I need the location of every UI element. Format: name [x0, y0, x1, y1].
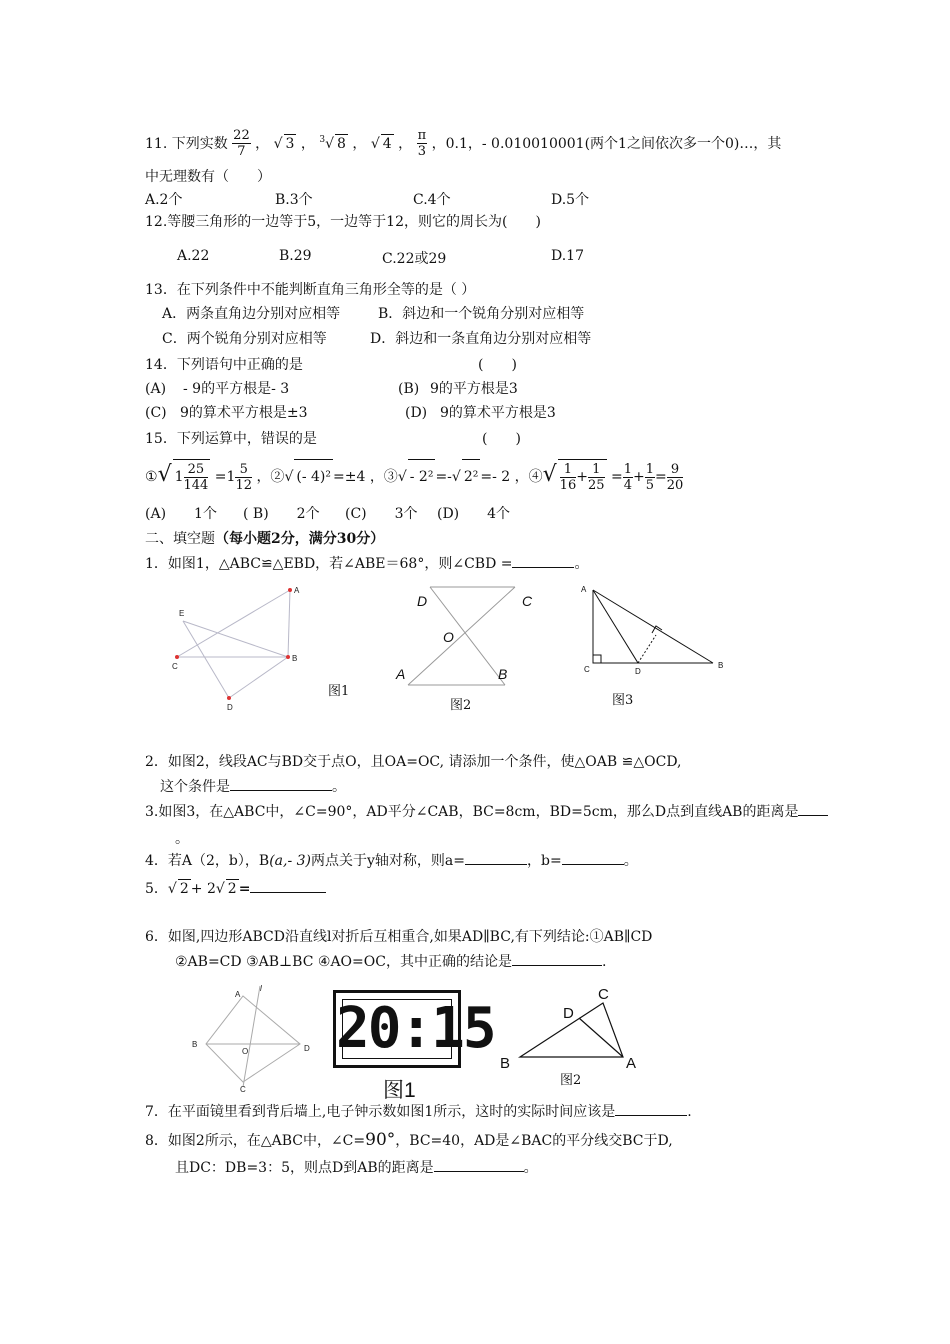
label-c: C [598, 986, 609, 1003]
f2-line2 [160, 778, 346, 796]
answer-blank[interactable] [512, 965, 602, 966]
label-b: B [292, 654, 298, 663]
f4-text [145, 852, 638, 870]
radicand [173, 459, 211, 494]
fraction [235, 462, 252, 493]
equals: = [610, 469, 623, 485]
q11-rest: ，0.1，- 0.010010001(两个1之间依次多一个0)…，其 [431, 135, 782, 152]
q11-option-a: A.2个 [145, 192, 183, 208]
root-index: 3 [319, 134, 326, 145]
label-a: A [626, 1055, 637, 1072]
line-ed [183, 621, 229, 698]
figure-2 [390, 582, 550, 692]
figure-rhombus [188, 982, 318, 1094]
q11-option-b: B.3个 [275, 192, 313, 208]
q15-answer-b: ( B) 2个 [243, 506, 320, 522]
expr-mark: ，③ [369, 469, 398, 485]
point-b [286, 655, 290, 659]
equals: = [654, 469, 667, 485]
q14-option-b-label: (B) [398, 381, 420, 397]
cube-root-symbol [325, 135, 334, 153]
f8-end: 。 [523, 1160, 538, 1176]
f6-end: . [601, 954, 607, 970]
mixed-whole: 1 [174, 469, 184, 485]
f4-part2: 两点关于y轴对称，则a= [311, 853, 465, 869]
separator: ， [300, 135, 315, 152]
section-scoring: （每小题2分，满分30分） [215, 531, 385, 547]
line-db [229, 657, 288, 698]
label-b: B [192, 1040, 198, 1049]
result: =- 2 [480, 469, 511, 485]
f4-part3: ，b= [527, 853, 562, 869]
separator: ， [352, 135, 367, 152]
q11-option-c: C.4个 [413, 192, 451, 208]
figure-3 [578, 580, 728, 675]
q14-option-c-label: (C) [145, 405, 167, 421]
frac-den: 12 [235, 477, 252, 493]
label-a: A [396, 666, 406, 682]
label-d: D [304, 1044, 310, 1053]
clock-caption: 图1 [383, 1079, 416, 1102]
expr-mark: ，④ [514, 469, 543, 485]
q12-option-d: D.17 [551, 248, 584, 264]
q15-answer-c: (C) 3个 [345, 506, 418, 522]
line-ac [177, 590, 290, 657]
fraction [645, 462, 655, 493]
label-d: D [635, 667, 641, 675]
radicand: 2 [179, 881, 189, 897]
answer-blank-a[interactable] [465, 864, 527, 865]
frac-num: π [417, 128, 427, 143]
q13-option-a: A．两条直角边分别对应相等 [162, 306, 341, 322]
f3-question: 3.如图3，在△ABC中，∠C=90°，AD平分∠CAB，BC=8cm，BD=5cm，那么D点到直线AB的距离是 [145, 804, 799, 820]
label-d: D [563, 1005, 574, 1022]
f7-text [145, 1103, 692, 1121]
q15-answer-a: (A) 1个 [145, 506, 217, 522]
q14-option-d-text: 9的算术平方根是3 [440, 405, 556, 421]
radicand: (- 4)² [294, 459, 333, 494]
q13-option-b: B．斜边和一个锐角分别对应相等 [378, 306, 585, 322]
sqrt-symbol [158, 458, 172, 492]
line-db [430, 587, 508, 685]
answer-blank[interactable] [434, 1171, 524, 1172]
frac-num: 1 [560, 462, 577, 478]
q14-option-c-text: 9的算术平方根是±3 [180, 405, 308, 421]
frac-den: 20 [666, 477, 684, 493]
f8-question: 且DC：DB=3：5，则点D到AB的距离是 [175, 1160, 434, 1176]
radicand: 2 [227, 881, 237, 897]
equals: =1 [214, 469, 236, 485]
f4-end: 。 [623, 853, 638, 869]
answer-blank-b[interactable] [562, 864, 624, 865]
f5-text [145, 879, 326, 898]
label-a: A [235, 990, 241, 999]
answer-blank[interactable] [615, 1115, 687, 1116]
f1-question: 1．如图1，△ABC≌△EBD，若∠ABE＝68°，则∠CBD = [145, 556, 513, 572]
label-a: A [294, 586, 300, 595]
f2-question: 这个条件是 [160, 779, 230, 795]
fraction-pi-3 [417, 128, 428, 159]
frac-num: 9 [667, 462, 684, 478]
line-perpendicular [638, 635, 656, 663]
frac-num: 1 [588, 462, 605, 478]
clock-display: 20:15 [336, 996, 495, 1061]
f3-line1 [145, 803, 828, 821]
line-eb [183, 621, 288, 657]
sqrt-symbol [398, 460, 407, 494]
sqrt-symbol [452, 460, 461, 494]
plus: + [632, 469, 645, 485]
label-b: B [500, 1055, 511, 1072]
section-2-heading [145, 530, 384, 548]
sqrt-symbol [543, 458, 557, 492]
q14-paren: ( ) [478, 357, 517, 373]
f5-mid: + 2 [190, 881, 216, 897]
digital-clock [333, 990, 495, 1068]
answer-blank[interactable] [798, 815, 828, 816]
label-e: E [179, 609, 185, 618]
radicand: - 2² [408, 459, 436, 494]
q14-option-a-label: (A) [145, 381, 167, 397]
figure-1 [165, 578, 315, 713]
q13-option-c: C．两个锐角分别对应相等 [162, 331, 327, 347]
q14-option-a-text: - 9的平方根是- 3 [183, 381, 290, 397]
frac-den: 7 [237, 144, 246, 159]
label-o: O [443, 629, 454, 645]
q13-option-d: D．斜边和一条直角边分别对应相等 [370, 331, 592, 347]
fraction [560, 462, 577, 493]
figure-2-caption: 图2 [450, 698, 472, 713]
fraction [184, 462, 209, 493]
answer-blank[interactable] [250, 892, 326, 893]
label-c: C [584, 665, 590, 674]
label-c: C [172, 662, 178, 671]
q14-option-b-text: 9的平方根是3 [430, 381, 518, 397]
expr-mark: ① [145, 469, 158, 485]
result: =±4 [332, 469, 366, 485]
sqrt-symbol [284, 460, 293, 494]
frac-num: 1 [623, 461, 632, 477]
q12-option-b: B.29 [279, 248, 312, 264]
q12-option-a: A.22 [177, 248, 210, 264]
label-d: D [417, 593, 428, 609]
equals: =- [435, 469, 452, 485]
sqrt-symbol [168, 880, 177, 898]
f6-line1: 6．如图,四边形ABCD沿直线l对折后互相重合,如果AD∥BC,有下列结论:①AB∥CD [145, 929, 653, 945]
line-ab [593, 590, 713, 663]
f1-text [145, 555, 588, 573]
fraction [623, 462, 633, 493]
f3-line2: 。 [175, 831, 189, 847]
line-ab [288, 590, 290, 657]
f6-question: ②AB=CD ③AB⊥BC ④AO=OC，其中正确的结论是 [175, 954, 512, 970]
q14-option-d-label: (D) [405, 405, 428, 421]
right-angle-mark [593, 655, 601, 663]
frac-den: 25 [587, 477, 605, 493]
fraction [667, 462, 684, 493]
f7-question: 7．在平面镜里看到背后墙上,电子钟示数如图1所示，这时的实际时间应该是 [145, 1104, 616, 1120]
frac-den: 5 [645, 477, 654, 493]
frac-num: 25 [184, 462, 209, 478]
equals: = [238, 881, 251, 897]
label-b: B [718, 661, 724, 670]
answer-blank[interactable] [512, 567, 574, 568]
q13-text: 13．在下列条件中不能判断直角三角形全等的是（ ） [145, 282, 476, 298]
f6-line2 [175, 953, 606, 971]
q11-line1 [145, 128, 781, 159]
f1-end: 。 [574, 556, 589, 572]
f2-line1: 2．如图2，线段AC与BD交于点O，且OA=OC, 请添加一个条件，使△OAB ≌△OCD, [145, 754, 682, 770]
f5-label: 5． [145, 881, 168, 897]
quadrilateral-abcd [206, 996, 300, 1082]
label-d: D [227, 703, 233, 712]
f2-end: 。 [332, 779, 346, 795]
f8-part1: 8．如图2所示，在△ABC中，∠C= [145, 1133, 366, 1149]
line-ad [593, 590, 638, 663]
frac-num: 1 [645, 461, 654, 477]
label-l: l [260, 984, 262, 993]
answer-blank[interactable] [230, 790, 332, 791]
sqrt-symbol [371, 135, 380, 153]
separator: ， [255, 135, 270, 152]
frac-num: 22 [233, 128, 250, 143]
frac-num: 5 [235, 462, 252, 478]
q14-text: 14．下列语句中正确的是 [145, 357, 303, 373]
frac-den: 4 [623, 477, 632, 493]
frac-den: 16 [559, 477, 577, 493]
q15-expressions [145, 458, 683, 494]
f8-degree: 90° [365, 1130, 396, 1150]
radicand: 4 [382, 135, 392, 152]
f8-line2 [175, 1159, 538, 1177]
label-c: C [240, 1085, 246, 1094]
q12-text: 12.等腰三角形的一边等于5，一边等于12，则它的周长为( ) [145, 214, 541, 230]
f4-part1: 4．若A（2，b），B [145, 853, 270, 869]
figure-3-caption: 图3 [612, 693, 634, 708]
point-d [227, 696, 231, 700]
q15-paren: ( ) [482, 431, 521, 447]
point-a [288, 588, 292, 592]
q11-prefix: 11. 下列实数 [145, 135, 228, 152]
q12-option-c: C.22或29 [382, 251, 447, 267]
label-o: O [242, 1047, 249, 1056]
figure-triangle-caption: 图2 [560, 1073, 582, 1088]
figure-1-caption: 图1 [328, 684, 350, 699]
sqrt-symbol [274, 135, 283, 153]
f7-end: . [687, 1104, 692, 1120]
radicand: 8 [337, 135, 346, 152]
radicand: $\frac{1}{16}$ + $\frac{1}{25}$ [558, 459, 607, 494]
radicand: 2² [462, 459, 481, 494]
f8-part2: ，BC=40，AD是∠BAC的平分线交BC于D, [395, 1133, 673, 1149]
frac-den: 144 [183, 477, 209, 493]
label-b: B [498, 666, 508, 682]
fraction-22-7 [232, 128, 251, 159]
q11-option-d: D.5个 [551, 192, 590, 208]
sqrt-symbol [216, 880, 225, 898]
f4-coord: (a,- 3) [269, 853, 311, 869]
q15-text: 15．下列运算中，错误的是 [145, 431, 317, 447]
point-c [175, 655, 179, 659]
radicand: 3 [285, 135, 295, 152]
figure-triangle [495, 985, 645, 1077]
label-a: A [581, 585, 587, 594]
expr-mark: ，② [256, 469, 285, 485]
q15-answer-d: (D) 4个 [437, 506, 511, 522]
frac-den: 3 [417, 144, 427, 159]
label-c: C [522, 593, 533, 609]
fraction [588, 462, 605, 493]
section-prefix: 二、填空题 [145, 531, 215, 547]
f8-line1 [145, 1131, 673, 1150]
separator: ， [398, 135, 413, 152]
q11-line2: 中无理数有（ ） [145, 169, 271, 185]
